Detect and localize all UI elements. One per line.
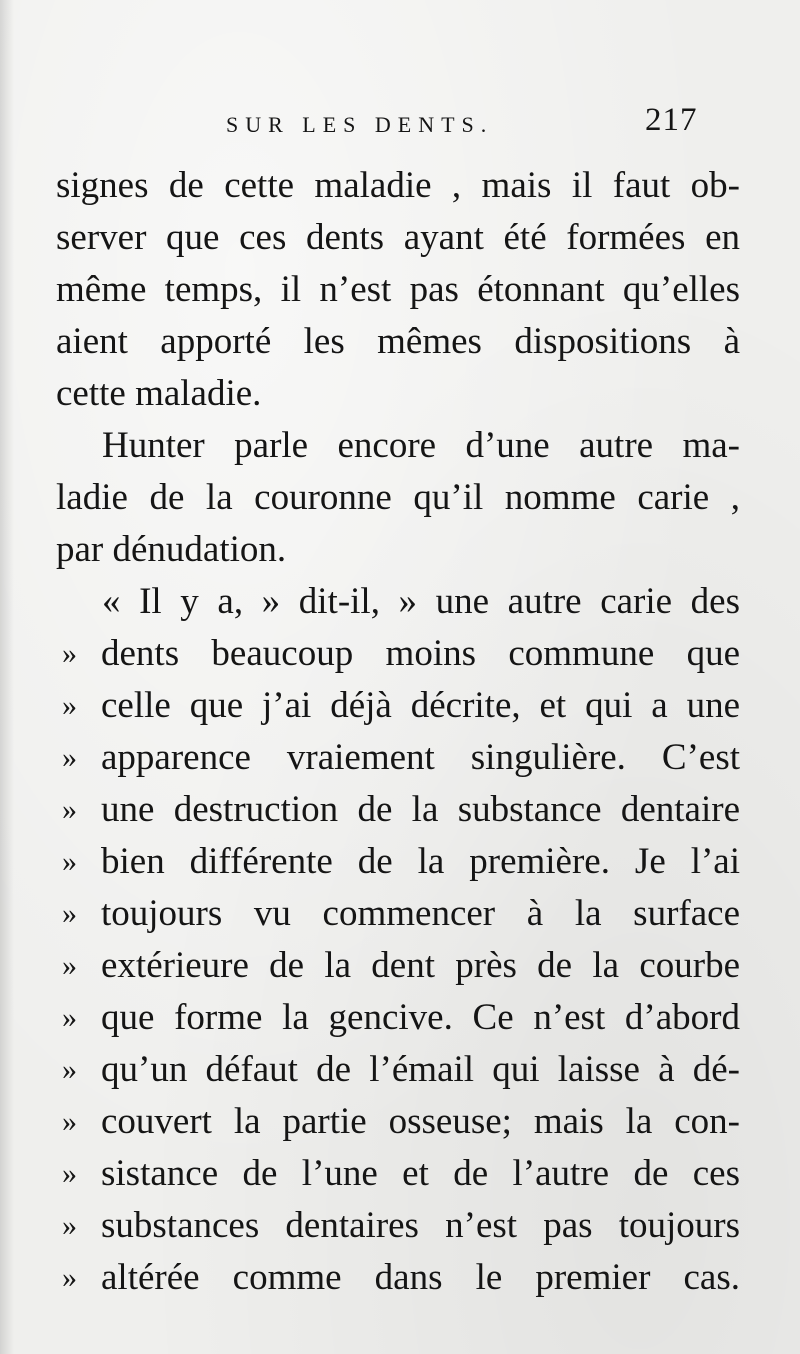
quote-mark: » [62,1261,77,1294]
quote-line-text: couvert la partie osseuse; mais la con- [101,1101,740,1142]
quote-mark: » [62,1105,77,1138]
page-number: 217 [645,102,698,138]
quote-line-text: une destruction de la substance dentaire [101,789,740,830]
quote-line [56,732,740,784]
quote-line [56,888,740,940]
text-line: ladie de la couronne qu’il nomme carie , [56,477,740,518]
quote-line [56,1096,740,1148]
quote-line-text: apparence vraiement singulière. C’est [101,737,740,778]
quote-mark: » [62,689,77,722]
quote-mark: » [62,897,77,930]
quote-line-text: extérieure de la dent près de la courbe [101,945,740,986]
text-line: server que ces dents ayant été formées en [56,217,740,258]
text-line: aient apporté les mêmes dispositions à [56,321,740,362]
quote-mark: » [62,1157,77,1190]
quote-line [56,940,740,992]
quote-mark: » [62,637,77,670]
quote-line [56,628,740,680]
text-line: Hunter parle encore d’une autre ma- [102,425,740,466]
quote-mark: » [62,1001,77,1034]
quote-mark: » [62,1053,77,1086]
quote-line-text: substances dentaires n’est pas toujours [101,1205,740,1246]
quote-first-line: « Il y a, » dit-il, » une autre carie des [102,581,740,622]
quote-line [56,784,740,836]
quote-line-text: toujours vu commencer à la surface [101,893,740,934]
quote-line-text: dents beaucoup moins commune que [101,633,740,674]
quote-line-text: bien différente de la première. Je l’ai [101,841,740,882]
quote-line-text: altérée comme dans le premier cas. [101,1257,740,1298]
quote-mark: » [62,949,77,982]
text-line: cette maladie. [56,373,262,414]
quote-line-text: que forme la gencive. Ce n’est d’abord [101,997,740,1038]
quote-line [56,1148,740,1200]
text-line: par dénudation. [56,529,287,570]
page-gutter-shadow [0,0,14,1354]
text-line: même temps, il n’est pas étonnant qu’elles [56,269,740,310]
page-header [0,100,800,150]
quote-mark: » [62,741,77,774]
text-line: signes de cette maladie , mais il faut ob- [56,165,740,206]
quote-line-text: qu’un défaut de l’émail qui laisse à dé- [101,1049,740,1090]
quote-mark: » [62,1209,77,1242]
quote-line [56,992,740,1044]
quote-line-text: celle que j’ai déjà décrite, et qui a une [101,685,740,726]
running-head: SUR LES DENTS. [226,112,494,137]
quote-line [56,1252,740,1304]
quote-line-text: sistance de l’une et de l’autre de ces [101,1153,740,1194]
quote-line [56,680,740,732]
quote-line [56,1044,740,1096]
quote-line [56,1200,740,1252]
quote-mark: » [62,845,77,878]
quote-line [56,836,740,888]
quote-mark: » [62,793,77,826]
